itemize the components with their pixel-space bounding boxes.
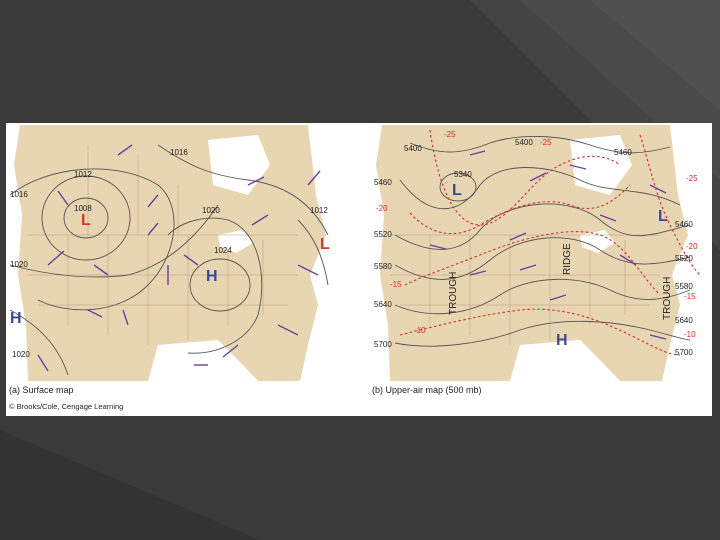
height-contour-label: 5640 bbox=[374, 300, 392, 309]
low-pressure-center: L bbox=[320, 236, 330, 253]
height-contour-label: 5400 bbox=[404, 144, 422, 153]
copyright-credit: © Brooks/Cole, Cengage Learning bbox=[9, 402, 124, 411]
isobar-label: 1016 bbox=[10, 190, 28, 199]
height-contour-label: 5640 bbox=[675, 316, 693, 325]
weather-maps-figure bbox=[6, 123, 712, 416]
height-contour-label: 5460 bbox=[675, 220, 693, 229]
low-pressure-center: L bbox=[658, 208, 668, 225]
isobar-label: 1008 bbox=[74, 204, 92, 213]
isotherm-label: -10 bbox=[414, 326, 426, 335]
isobar-label: 1020 bbox=[10, 260, 28, 269]
low-pressure-center: L bbox=[81, 212, 91, 229]
surface-map-caption: (a) Surface map bbox=[9, 385, 74, 395]
height-contour-label: 5700 bbox=[374, 340, 392, 349]
height-contour-label: 5520 bbox=[374, 230, 392, 239]
isotherm-label: -20 bbox=[376, 204, 388, 213]
height-contour-label: 5580 bbox=[374, 262, 392, 271]
isobar-label: 1020 bbox=[12, 350, 30, 359]
height-contour-label: 5340 bbox=[454, 170, 472, 179]
high-pressure-center: H bbox=[206, 268, 218, 285]
isotherm-label: -20 bbox=[686, 242, 698, 251]
trough-label: TROUGH bbox=[448, 271, 459, 315]
isobar-label: 1020 bbox=[202, 206, 220, 215]
high-pressure-center: H bbox=[556, 332, 568, 349]
upper-air-map-caption: (b) Upper-air map (500 mb) bbox=[372, 385, 482, 395]
height-contour-label: 5460 bbox=[374, 178, 392, 187]
upper-air-map bbox=[370, 125, 710, 381]
land-area bbox=[370, 125, 710, 381]
isobar-label: 1024 bbox=[214, 246, 232, 255]
isotherm-label: -10 bbox=[684, 330, 696, 339]
isobar-label: 1012 bbox=[74, 170, 92, 179]
isobar-label: 1016 bbox=[170, 148, 188, 157]
land-area bbox=[8, 125, 348, 381]
isobar-label: 1012 bbox=[310, 206, 328, 215]
low-pressure-center: L bbox=[452, 182, 462, 199]
isotherm-label: -25 bbox=[540, 138, 552, 147]
ridge-label: RIDGE bbox=[562, 243, 573, 275]
height-contour-label: 5580 bbox=[675, 282, 693, 291]
surface-map bbox=[8, 125, 348, 381]
isotherm-label: -25 bbox=[686, 174, 698, 183]
isotherm-label: -25 bbox=[444, 130, 456, 139]
high-pressure-center: H bbox=[10, 310, 22, 327]
height-contour-label: 5460 bbox=[614, 148, 632, 157]
height-contour-label: 5400 bbox=[515, 138, 533, 147]
trough-label: TROUGH bbox=[662, 276, 673, 320]
isotherm-label: -15 bbox=[684, 292, 696, 301]
height-contour-label: 5700 bbox=[675, 348, 693, 357]
height-contour-label: 5520 bbox=[675, 254, 693, 263]
isotherm-label: -15 bbox=[390, 280, 402, 289]
